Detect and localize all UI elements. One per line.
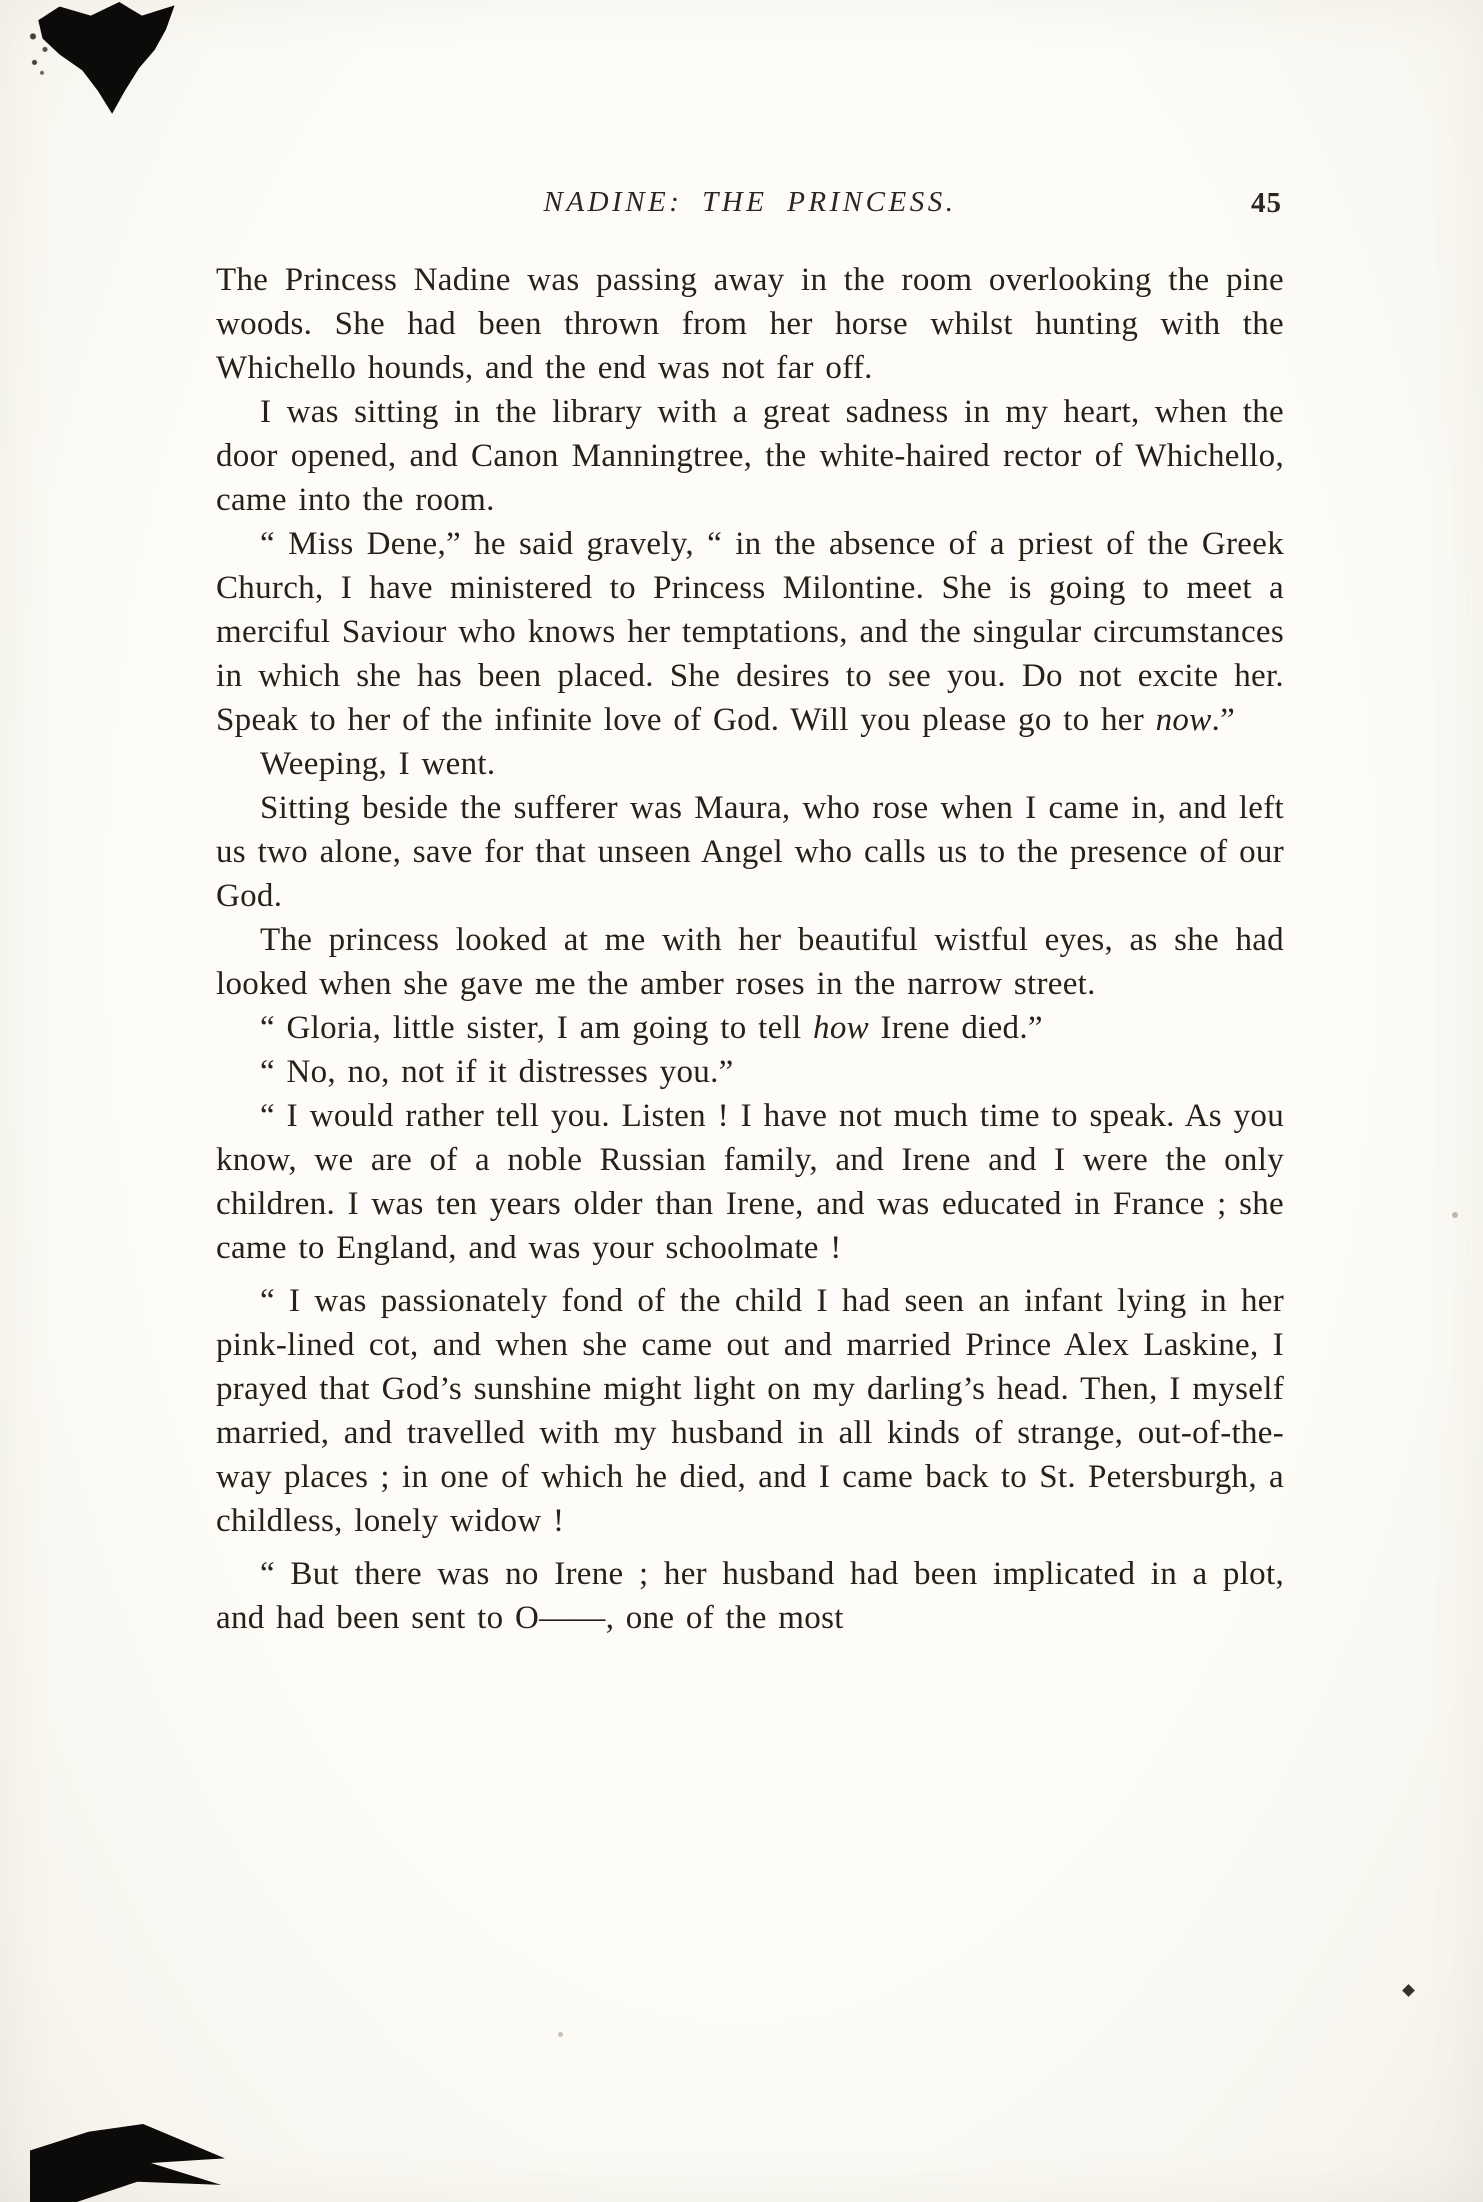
italic-text-segment: now	[1155, 702, 1212, 738]
paragraph-9	[216, 1094, 1284, 1270]
ink-speck-icon	[558, 2032, 563, 2037]
paragraph-6	[216, 918, 1284, 1006]
text-segment: I was sitting in the library with a great sadness in my heart, when the door opened, and Canon Manningtree, the white-haired rector of Whichello, came into the room.	[216, 394, 1284, 518]
text-segment: .”	[1211, 702, 1236, 738]
text-segment: Weeping, I went.	[260, 746, 496, 782]
paragraph-8	[216, 1050, 1284, 1094]
paragraph-10	[216, 1279, 1284, 1543]
text-segment: The princess looked at me with her beautiful wistful eyes, as she had looked when she gave me the amber roses in the narrow street.	[216, 922, 1284, 1002]
page-number: 45	[1251, 187, 1282, 219]
paragraph-1	[216, 258, 1284, 390]
paragraph-4	[216, 742, 1284, 786]
text-segment: The Princess Nadine was passing away in the room overlooking the pine woods. She had been thrown from her horse whilst hunting with the Whichello hounds, and the end was not far off.	[216, 262, 1284, 386]
text-segment: Irene died.”	[868, 1010, 1043, 1046]
page-body	[216, 258, 1284, 1640]
text-segment: “ I was passionately fond of the child I had seen an infant lying in her pink-lined cot, and when she came out and married Prince Alex Laskine, I prayed that God’s sunshine might light on my darling’s head. Then, I myself married, and travelled with my husband in all kinds of strange, out-of-the-way places ; in one of which he died, and I came back to St. Petersburgh, a childless, lonely widow !	[216, 1283, 1284, 1539]
paragraph-11	[216, 1552, 1284, 1640]
text-segment: “ Miss Dene,” he said gravely, “ in the absence of a priest of the Greek Church, I have ministered to Princess Milontine. She is going to meet a merciful Saviour who knows her temptations, and the singular circumstances in which she has been placed. She desires to see you. Do not excite her. Speak to her of the infinite love of God. Will you please go to her	[216, 526, 1284, 738]
running-title: NADINE: THE PRINCESS.	[543, 186, 957, 218]
ink-speck-diamond-icon	[1402, 1984, 1415, 1997]
text-segment: “ No, no, not if it distresses you.”	[260, 1054, 734, 1090]
text-segment: “ I would rather tell you. Listen ! I have not much time to speak. As you know, we are of a noble Russian family, and Irene and I were the only children. I was ten years older than Irene, and was educated in France ; she came to England, and was your schoolmate !	[216, 1098, 1284, 1266]
text-segment: “ But there was no Irene ; her husband had been implicated in a plot, and had been sent to O——, one of the most	[216, 1556, 1284, 1636]
paragraph-7	[216, 1006, 1284, 1050]
text-segment: Sitting beside the sufferer was Maura, who rose when I came in, and left us two alone, save for that unseen Angel who calls us to the presence of our God.	[216, 790, 1284, 914]
italic-text-segment: how	[813, 1010, 869, 1046]
ink-blot-top-left-icon	[34, 2, 176, 116]
paragraph-2	[216, 390, 1284, 522]
running-header	[216, 186, 1284, 226]
ink-speck-icon	[1452, 1212, 1458, 1218]
paragraph-5	[216, 786, 1284, 918]
text-segment: “ Gloria, little sister, I am going to tell	[260, 1010, 814, 1046]
paragraph-3	[216, 522, 1284, 742]
ink-blot-bottom-left-icon	[30, 2124, 225, 2202]
